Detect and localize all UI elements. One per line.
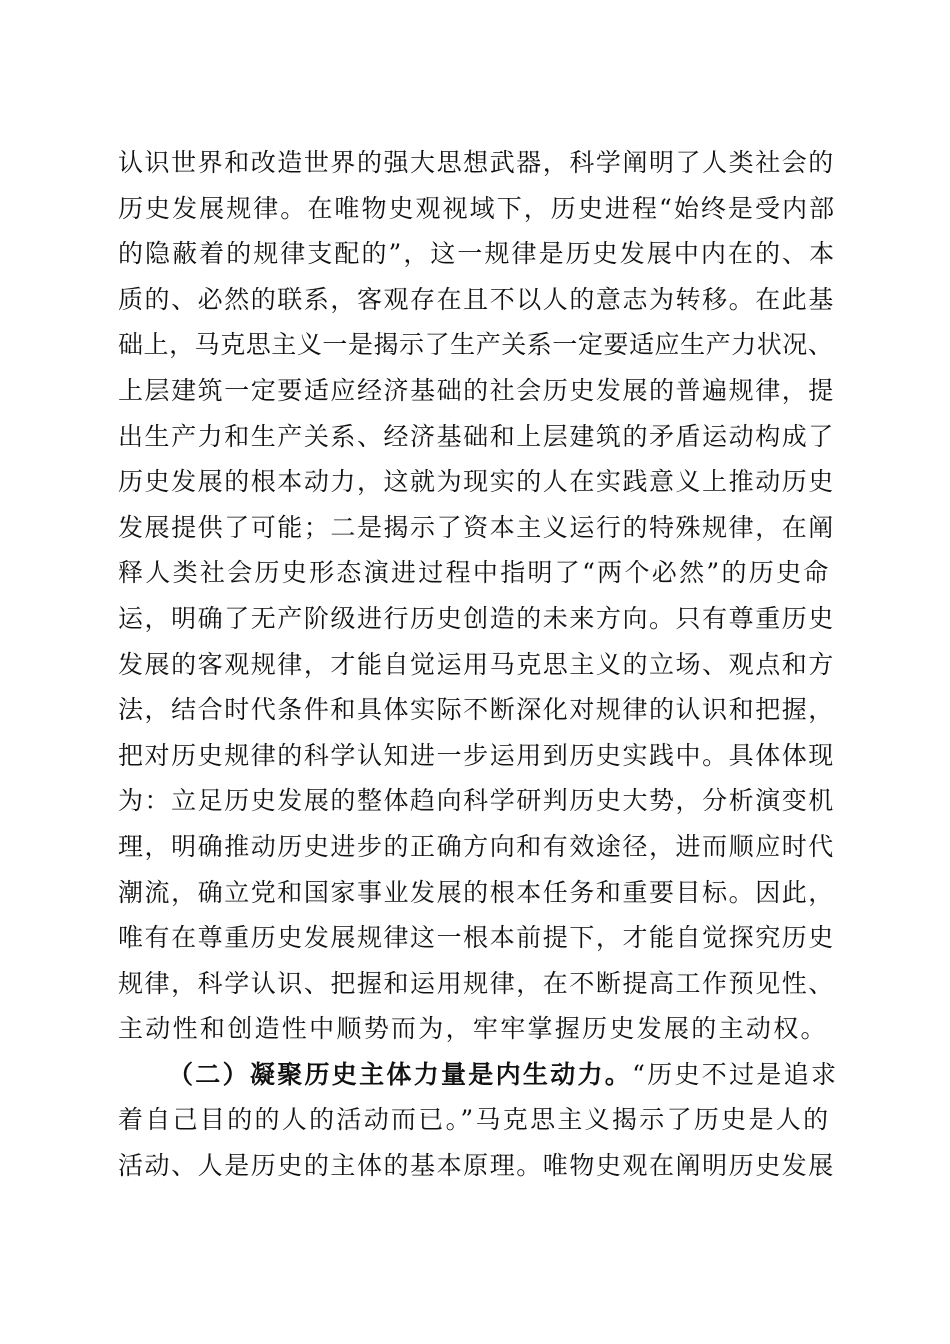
text-line: 法，结合时代条件和具体实际不断深化对规律的认识和把握， (118, 695, 835, 725)
text-line: 发展的客观规律，才能自觉运用马克思主义的立场、观点和方 (118, 649, 835, 679)
text-line: 主动性和创造性中顺势而为，牢牢掌握历史发展的主动权。 (118, 1014, 828, 1044)
section-heading: （二）凝聚历史主体力量是内生动力。 (168, 1059, 633, 1089)
text-line: 质的、必然的联系，客观存在且不以人的意志为转移。在此基 (118, 284, 835, 314)
text-line: 发展提供了可能；二是揭示了资本主义运行的特殊规律，在阐 (118, 512, 835, 542)
text-line: 历史发展规律。在唯物史观视域下，历史进程“始终是受内部 (118, 193, 837, 223)
text-line: 释人类社会历史形态演进过程中指明了“两个必然”的历史命 (118, 558, 831, 588)
text-line: 把对历史规律的科学认知进一步运用到历史实践中。具体体现 (118, 740, 835, 770)
text-line: 历史发展的根本动力，这就为现实的人在实践意义上推动历史 (118, 467, 835, 497)
text-line: 活动、人是历史的主体的基本原理。唯物史观在阐明历史发展 (118, 1151, 835, 1181)
section-heading-rest: “历史不过是追求 (632, 1059, 839, 1089)
text-line: 运，明确了无产阶级进行历史创造的未来方向。只有尊重历史 (118, 603, 835, 633)
text-line: 上层建筑一定要适应经济基础的社会历史发展的普遍规律，提 (118, 375, 835, 405)
text-line: 潮流，确立党和国家事业发展的根本任务和重要目标。因此， (118, 877, 835, 907)
text-line: 出生产力和生产关系、经济基础和上层建筑的矛盾运动构成了 (118, 421, 835, 451)
text-line: 为：立足历史发展的整体趋向科学研判历史大势，分析演变机 (118, 786, 835, 816)
text-line: 认识世界和改造世界的强大思想武器，科学阐明了人类社会的 (118, 148, 835, 177)
text-line: 理，明确推动历史进步的正确方向和有效途径，进而顺应时代 (118, 831, 835, 861)
text-line: 着自己目的的人的活动而已。”马克思主义揭示了历史是人的 (118, 1105, 831, 1135)
text-line: 唯有在尊重历史发展规律这一根本前提下，才能自觉探究历史 (118, 923, 835, 953)
body-text (118, 140, 838, 1189)
section-heading-line (118, 1052, 838, 1098)
text-line: 规律，科学认识、把握和运用规律，在不断提高工作预见性、 (118, 968, 835, 998)
text-line: 的隐蔽着的规律支配的”，这一规律是历史发展中内在的、本 (118, 239, 837, 269)
text-line: 础上，马克思主义一是揭示了生产关系一定要适应生产力状况、 (118, 330, 834, 360)
